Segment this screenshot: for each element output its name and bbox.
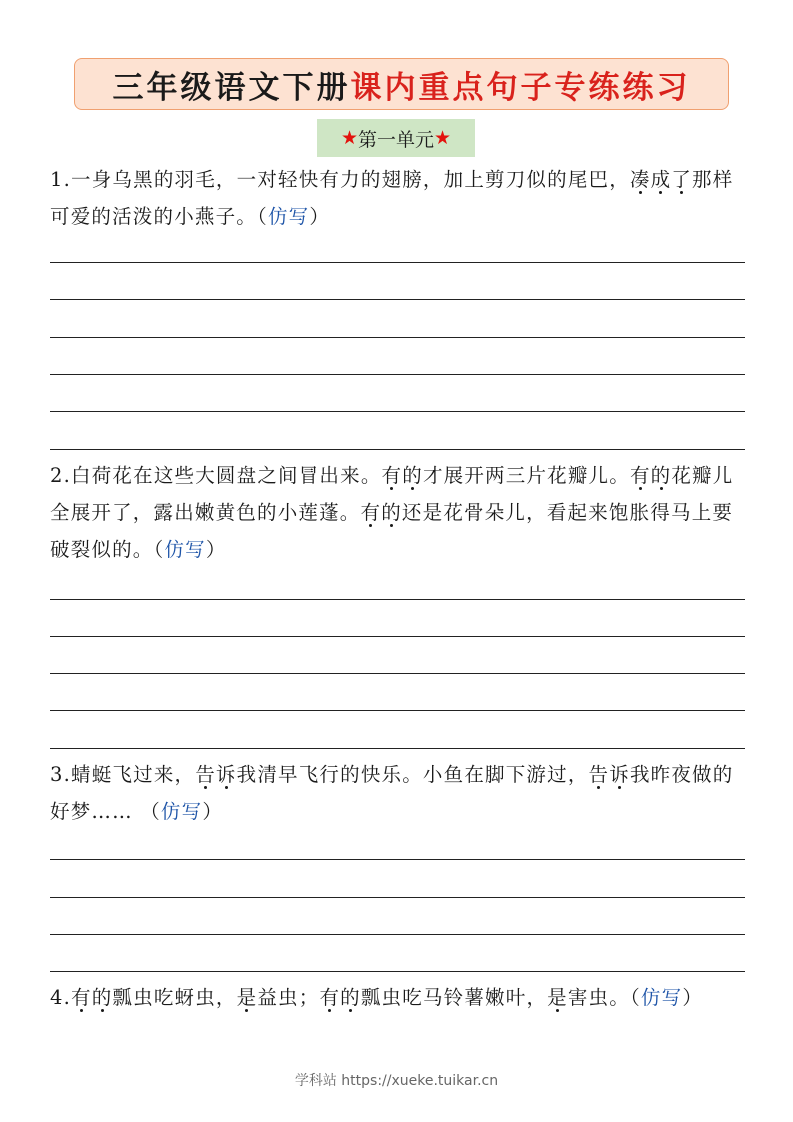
emphasis-char: 有 bbox=[629, 464, 651, 487]
answer-line[interactable] bbox=[50, 673, 745, 674]
question-text: 蜻蜓飞过来， bbox=[71, 763, 196, 786]
answer-line[interactable] bbox=[50, 449, 745, 450]
answer-line[interactable] bbox=[50, 262, 745, 263]
question-number: 2. bbox=[50, 464, 72, 487]
emphasis-char: 的 bbox=[340, 986, 361, 1009]
emphasis-char: 的 bbox=[381, 501, 402, 524]
question-text: 瓢虫吃蚜虫， bbox=[112, 986, 237, 1009]
emphasis-char: 有 bbox=[381, 464, 403, 487]
emphasis-char: 是 bbox=[236, 986, 258, 1009]
question-text: 白荷花在这些大圆盘之间冒出来。 bbox=[71, 464, 382, 487]
title-banner bbox=[74, 58, 729, 110]
answer-line[interactable] bbox=[50, 411, 745, 412]
emphasis-char: 了 bbox=[671, 168, 693, 191]
answer-line[interactable] bbox=[50, 636, 745, 637]
emphasis-char: 的 bbox=[650, 464, 672, 487]
answer-line[interactable] bbox=[50, 710, 745, 711]
answer-line[interactable] bbox=[50, 934, 745, 935]
unit-label: 第一单元 bbox=[357, 128, 434, 151]
page-title bbox=[113, 62, 691, 107]
answer-line[interactable] bbox=[50, 299, 745, 300]
emphasis-char: 成 bbox=[650, 168, 672, 191]
task-hint: 仿写 bbox=[164, 538, 206, 561]
answer-line[interactable] bbox=[50, 374, 745, 375]
question-text: 害虫。（ bbox=[567, 986, 641, 1009]
question-text: ） bbox=[205, 538, 227, 561]
title-grade-part: 三年级语文下册 bbox=[112, 69, 351, 106]
title-topic-part: 课内重点句子专练练习 bbox=[350, 69, 691, 106]
answer-line[interactable] bbox=[50, 859, 745, 860]
question-text: ） bbox=[682, 986, 704, 1009]
emphasis-char: 有 bbox=[71, 986, 92, 1009]
task-hint: 仿写 bbox=[267, 205, 310, 228]
emphasis-char: 诉 bbox=[215, 763, 237, 786]
question-number: 3. bbox=[50, 763, 72, 786]
emphasis-char: 告 bbox=[588, 763, 610, 786]
emphasis-char: 是 bbox=[547, 986, 568, 1009]
question-number: 1. bbox=[50, 168, 72, 191]
question-text: 我清早飞行的快乐。小鱼在脚下游过， bbox=[236, 763, 589, 786]
question-text: 一身乌黑的羽毛，一对轻快有力的翅膀，加上剪刀似的尾巴， bbox=[71, 168, 630, 191]
emphasis-char: 的 bbox=[402, 464, 423, 487]
star-icon: ★ bbox=[434, 127, 452, 149]
question-text: 花瓣儿全展开了，露出嫩黄色的小莲蓬。 bbox=[50, 464, 734, 524]
star-icon: ★ bbox=[340, 127, 358, 149]
task-hint: 仿写 bbox=[160, 800, 203, 823]
answer-line[interactable] bbox=[50, 337, 745, 338]
question-2 bbox=[50, 457, 750, 568]
question-3 bbox=[50, 756, 750, 830]
question-text: 益虫； bbox=[257, 986, 320, 1009]
question-4 bbox=[50, 979, 750, 1016]
question-text: 瓢虫吃马铃薯嫩叶， bbox=[360, 986, 548, 1009]
question-number: 4. bbox=[50, 986, 72, 1009]
question-text: ） bbox=[309, 205, 331, 228]
unit-heading bbox=[317, 119, 475, 157]
question-1 bbox=[50, 161, 750, 235]
question-text: 还是花骨朵儿，看起来饱胀得马上要破裂似的。（ bbox=[50, 501, 734, 561]
question-text: 我昨夜做的好梦…… （ bbox=[50, 763, 734, 823]
emphasis-char: 有 bbox=[360, 501, 382, 524]
answer-line[interactable] bbox=[50, 971, 745, 972]
emphasis-char: 诉 bbox=[609, 763, 630, 786]
answer-line[interactable] bbox=[50, 748, 745, 749]
answer-line[interactable] bbox=[50, 897, 745, 898]
emphasis-char: 告 bbox=[195, 763, 216, 786]
question-text: 那样可爱的活泼的小燕子。（ bbox=[50, 168, 734, 228]
emphasis-char: 的 bbox=[91, 986, 113, 1009]
task-hint: 仿写 bbox=[640, 986, 683, 1009]
emphasis-char: 有 bbox=[319, 986, 341, 1009]
emphasis-char: 凑 bbox=[629, 168, 651, 191]
answer-line[interactable] bbox=[50, 599, 745, 600]
footer-watermark: 学科站 https://xueke.tuikar.cn bbox=[294, 1073, 499, 1089]
question-text: 才展开两三片花瓣儿。 bbox=[422, 464, 630, 487]
question-text: ） bbox=[202, 800, 224, 823]
